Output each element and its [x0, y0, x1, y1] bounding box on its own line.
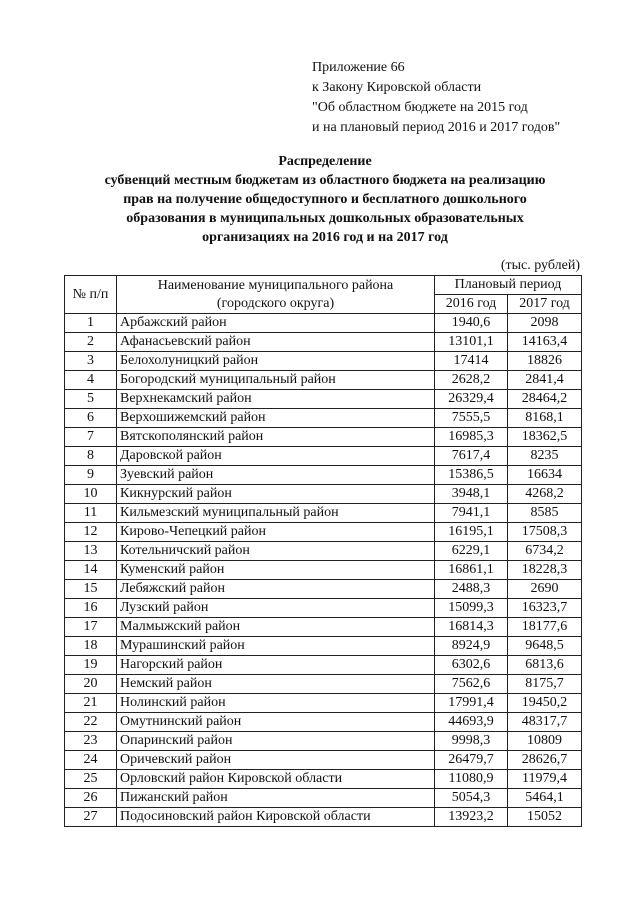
table-row: [65, 656, 582, 675]
value-2017: 2098: [508, 314, 582, 333]
header-name-line-2: (городского округа): [216, 295, 335, 311]
row-number: 26: [65, 789, 117, 808]
value-2017: 18177,6: [508, 618, 582, 637]
district-name: Пижанский район: [117, 789, 435, 808]
value-2016: 16985,3: [435, 428, 508, 447]
district-name: Верхошижемский район: [117, 409, 435, 428]
value-2016: 16195,1: [435, 523, 508, 542]
value-2017: 4268,2: [508, 485, 582, 504]
value-2016: 9998,3: [435, 732, 508, 751]
district-name: Кильмезский муниципальный район: [117, 504, 435, 523]
value-2017: 5464,1: [508, 789, 582, 808]
row-number: 24: [65, 751, 117, 770]
row-number: 5: [65, 390, 117, 409]
value-2016: 2628,2: [435, 371, 508, 390]
district-name: Малмыжский район: [117, 618, 435, 637]
table-row: [65, 637, 582, 656]
district-name: Кикнурский район: [117, 485, 435, 504]
district-name: Кирово-Чепецкий район: [117, 523, 435, 542]
district-name: Омутнинский район: [117, 713, 435, 732]
row-number: 11: [65, 504, 117, 523]
table-row: [65, 523, 582, 542]
value-2016: 44693,9: [435, 713, 508, 732]
row-number: 21: [65, 694, 117, 713]
row-number: 15: [65, 580, 117, 599]
value-2017: 15052: [508, 808, 582, 827]
table-row: [65, 390, 582, 409]
row-number: 1: [65, 314, 117, 333]
row-number: 8: [65, 447, 117, 466]
value-2017: 2690: [508, 580, 582, 599]
value-2016: 11080,9: [435, 770, 508, 789]
row-number: 22: [65, 713, 117, 732]
district-name: Куменский район: [117, 561, 435, 580]
table-row: [65, 808, 582, 827]
row-number: 17: [65, 618, 117, 637]
annex-line-4: и на плановый период 2016 и 2017 годов": [312, 120, 561, 135]
value-2017: 17508,3: [508, 523, 582, 542]
value-2017: 11979,4: [508, 770, 582, 789]
value-2016: 8924,9: [435, 637, 508, 656]
value-2016: 15386,5: [435, 466, 508, 485]
value-2016: 6302,6: [435, 656, 508, 675]
value-2016: 26479,7: [435, 751, 508, 770]
value-2017: 19450,2: [508, 694, 582, 713]
value-2017: 28464,2: [508, 390, 582, 409]
table-row: [65, 466, 582, 485]
header-number: № п/п: [65, 276, 117, 314]
table-row: [65, 333, 582, 352]
row-number: 25: [65, 770, 117, 789]
value-2017: 2841,4: [508, 371, 582, 390]
value-2017: 6734,2: [508, 542, 582, 561]
value-2017: 18826: [508, 352, 582, 371]
value-2016: 16814,3: [435, 618, 508, 637]
district-name: Орловский район Кировской области: [117, 770, 435, 789]
table-row: [65, 580, 582, 599]
value-2016: 15099,3: [435, 599, 508, 618]
value-2017: 10809: [508, 732, 582, 751]
header-2017: 2017 год: [508, 295, 582, 314]
annex-header: [312, 58, 560, 138]
header-name-line-1: Наименование муниципального района: [157, 277, 394, 293]
district-name: Немский район: [117, 675, 435, 694]
row-number: 3: [65, 352, 117, 371]
row-number: 19: [65, 656, 117, 675]
value-2016: 1940,6: [435, 314, 508, 333]
value-2016: 17414: [435, 352, 508, 371]
row-number: 7: [65, 428, 117, 447]
value-2016: 26329,4: [435, 390, 508, 409]
table-body: [65, 314, 582, 827]
value-2016: 13923,2: [435, 808, 508, 827]
row-number: 20: [65, 675, 117, 694]
document-title: [40, 152, 610, 247]
table-row: [65, 694, 582, 713]
district-name: Подосиновский район Кировской области: [117, 808, 435, 827]
value-2017: 8235: [508, 447, 582, 466]
district-name: Котельничский район: [117, 542, 435, 561]
table-row: [65, 561, 582, 580]
district-name: Афанасьевский район: [117, 333, 435, 352]
table-row: [65, 485, 582, 504]
value-2016: 5054,3: [435, 789, 508, 808]
value-2017: 18362,5: [508, 428, 582, 447]
value-2016: 7941,1: [435, 504, 508, 523]
table-row: [65, 371, 582, 390]
value-2016: 7562,6: [435, 675, 508, 694]
value-2017: 8175,7: [508, 675, 582, 694]
district-name: Вятскополянский район: [117, 428, 435, 447]
value-2017: 16323,7: [508, 599, 582, 618]
value-2016: 17991,4: [435, 694, 508, 713]
table-row: [65, 675, 582, 694]
row-number: 18: [65, 637, 117, 656]
row-number: 27: [65, 808, 117, 827]
distribution-table: [64, 275, 582, 827]
value-2016: 6229,1: [435, 542, 508, 561]
header-2016: 2016 год: [435, 295, 508, 314]
table-row: [65, 314, 582, 333]
district-name: Зуевский район: [117, 466, 435, 485]
table-row: [65, 409, 582, 428]
table-row: [65, 732, 582, 751]
district-name: Лузский район: [117, 599, 435, 618]
value-2016: 16861,1: [435, 561, 508, 580]
value-2017: 14163,4: [508, 333, 582, 352]
title-line-4: образования в муниципальных дошкольных образовательных: [126, 211, 524, 226]
value-2017: 28626,7: [508, 751, 582, 770]
title-line-2: субвенций местным бюджетам из областного бюджета на реализацию: [104, 173, 546, 188]
annex-line-2: к Закону Кировской области: [312, 80, 482, 95]
header-planned-period: Плановый период: [435, 276, 582, 295]
value-2017: 48317,7: [508, 713, 582, 732]
district-name: Даровской район: [117, 447, 435, 466]
district-name: Арбажский район: [117, 314, 435, 333]
district-name: Лебяжский район: [117, 580, 435, 599]
value-2016: 2488,3: [435, 580, 508, 599]
row-number: 14: [65, 561, 117, 580]
value-2017: 6813,6: [508, 656, 582, 675]
value-2017: 8168,1: [508, 409, 582, 428]
row-number: 2: [65, 333, 117, 352]
units-label: (тыс. рублей): [500, 258, 580, 273]
district-name: Оричевский район: [117, 751, 435, 770]
district-name: Верхнекамский район: [117, 390, 435, 409]
row-number: 12: [65, 523, 117, 542]
table-row: [65, 352, 582, 371]
district-name: Белохолуницкий район: [117, 352, 435, 371]
row-number: 23: [65, 732, 117, 751]
table-row: [65, 770, 582, 789]
table-row: [65, 618, 582, 637]
table-row: [65, 599, 582, 618]
title-line-3: прав на получение общедоступного и бесплатного дошкольного: [123, 192, 527, 207]
row-number: 6: [65, 409, 117, 428]
value-2016: 3948,1: [435, 485, 508, 504]
title-line-1: Распределение: [278, 154, 372, 169]
annex-line-1: Приложение 66: [312, 60, 405, 75]
district-name: Нолинский район: [117, 694, 435, 713]
table-row: [65, 447, 582, 466]
district-name: Мурашинский район: [117, 637, 435, 656]
table-row: [65, 428, 582, 447]
value-2016: 7617,4: [435, 447, 508, 466]
row-number: 13: [65, 542, 117, 561]
header-district-name: [117, 276, 435, 314]
row-number: 4: [65, 371, 117, 390]
annex-line-3: "Об областном бюджете на 2015 год: [312, 100, 528, 115]
table-header-row: [65, 276, 582, 295]
table-row: [65, 504, 582, 523]
district-name: Опаринский район: [117, 732, 435, 751]
value-2017: 8585: [508, 504, 582, 523]
value-2017: 16634: [508, 466, 582, 485]
row-number: 16: [65, 599, 117, 618]
row-number: 10: [65, 485, 117, 504]
table-row: [65, 713, 582, 732]
value-2017: 9648,5: [508, 637, 582, 656]
value-2017: 18228,3: [508, 561, 582, 580]
table-row: [65, 751, 582, 770]
district-name: Нагорский район: [117, 656, 435, 675]
table-row: [65, 542, 582, 561]
table-row: [65, 789, 582, 808]
value-2016: 7555,5: [435, 409, 508, 428]
title-line-5: организациях на 2016 год и на 2017 год: [202, 230, 448, 245]
row-number: 9: [65, 466, 117, 485]
district-name: Богородский муниципальный район: [117, 371, 435, 390]
value-2016: 13101,1: [435, 333, 508, 352]
